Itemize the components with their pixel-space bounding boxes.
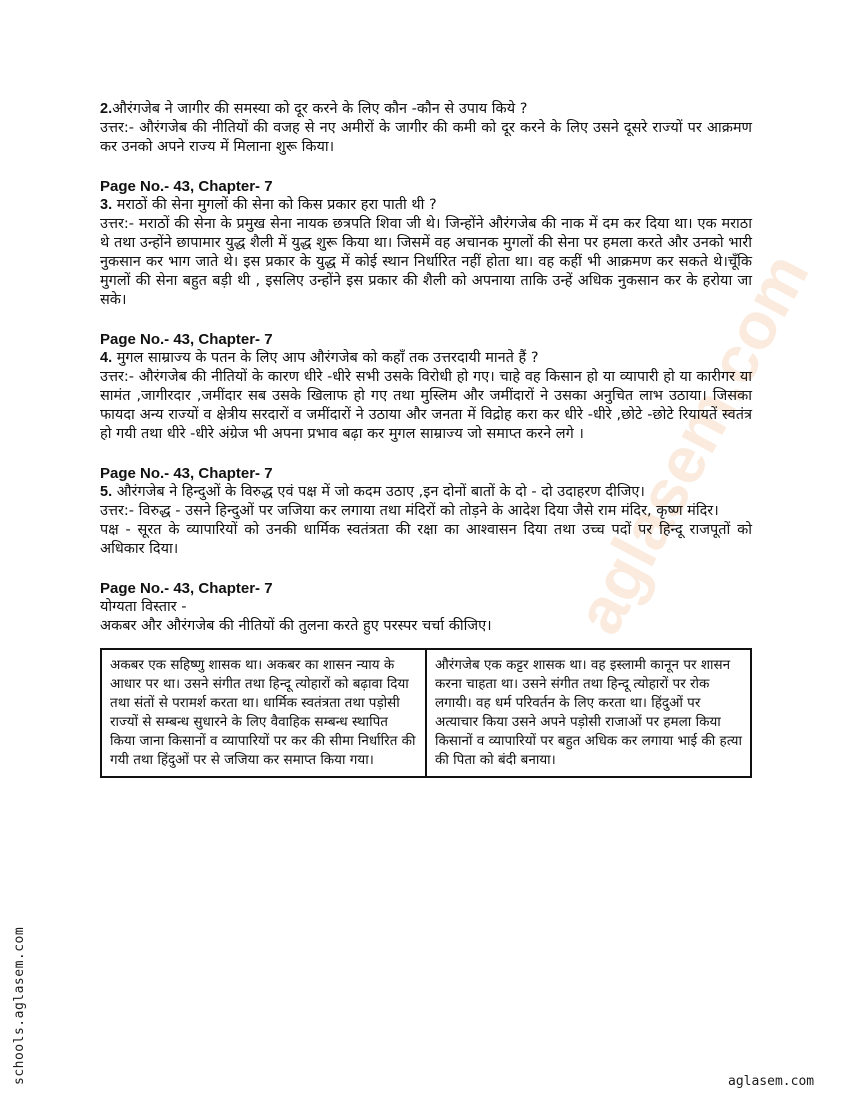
question-text: औरंगजेब ने जागीर की समस्या को दूर करने के लिए कौन -कौन से उपाय किये ?: [112, 101, 528, 117]
page-reference: Page No.- 43, Chapter- 7: [100, 331, 273, 348]
question-2-block: [100, 100, 752, 157]
question-4-block: [100, 330, 752, 444]
extension-block: [100, 579, 752, 778]
question-5-block: [100, 464, 752, 559]
extension-title: योग्यता विस्तार -: [100, 599, 187, 615]
question-number: 3.: [100, 197, 113, 213]
akbar-cell: अकबर एक सहिष्णु शासक था। अकबर का शासन न्याय के आधार पर था। उसने संगीत तथा हिन्दू त्योहारों को बढ़ावा दिया तथा संतों से परामर्श करता था। धार्मिक स्वतंत्रता तथा पड़ोसी राज्यों से सम्बन्ध सुधारने के लिए वैवाहिक सम्बन्ध स्थापित किया जाना किसानों व व्यापारियों पर कर की सीमा निर्धारित की गयी तथा हिंदुओं पर से जजिया कर समाप्त किया गया।: [101, 649, 426, 777]
question-4: [100, 349, 752, 368]
question-2: [100, 100, 752, 119]
footer-site-text: aglasem.com: [728, 1074, 815, 1089]
page-reference: Page No.- 43, Chapter- 7: [100, 580, 273, 597]
document-page: [100, 100, 752, 798]
question-number: 2.: [100, 101, 113, 117]
answer-5-against: उत्तर:- विरुद्ध - उसने हिन्दुओं पर जजिया कर लगाया तथा मंदिरों को तोड़ने के आदेश दिया जैसे राम मंदिर, कृष्ण मंदिर।: [100, 503, 719, 519]
question-5: [100, 483, 752, 502]
question-3-block: [100, 177, 752, 310]
page-reference: Page No.- 43, Chapter- 7: [100, 465, 273, 482]
question-number: 4.: [100, 350, 113, 366]
question-number: 5.: [100, 484, 113, 500]
answer-2: उत्तर:- औरंगजेब की नीतियों की वजह से नए अमीरों के जागीर की कमी को दूर करने के लिए उसने दूसरे राज्यों पर आक्रमण कर उनको अपने राज्य में मिलाना शुरू किया।: [100, 120, 752, 155]
table-row: [101, 649, 751, 777]
extension-prompt: अकबर और औरंगजेब की नीतियों की तुलना करते हुए परस्पर चर्चा कीजिए।: [100, 618, 492, 634]
question-text: मराठों की सेना मुगलों की सेना को किस प्रकार हरा पाती थी ?: [112, 197, 437, 213]
question-3: [100, 196, 752, 215]
page-reference: Page No.- 43, Chapter- 7: [100, 178, 273, 195]
question-text: मुगल साम्राज्य के पतन के लिए आप औरंगजेब को कहाँ तक उत्तरदायी मानते हैं ?: [112, 350, 539, 366]
side-watermark-text: schools.aglasem.com: [12, 926, 27, 1085]
question-text: औरंगजेब ने हिन्दुओं के विरुद्ध एवं पक्ष में जो कदम उठाए ,इन दोनों बातों के दो - दो उदाहरण दीजिए।: [112, 484, 645, 500]
answer-3: उत्तर:- मराठों की सेना के प्रमुख सेना नायक छत्रपति शिवा जी थे। जिन्होंने औरंगजेब की नाक में दम कर दिया था। एक मराठा थे तथा उन्होंने छापामार युद्ध शैली में युद्ध शुरू किया था। जिसमें वह अचानक मुगलों की सेना पर हमला करते और उनको भारी नुकसान कर भाग जाते थे। इस प्रकार के युद्ध में कोई स्थान निर्धारित नहीं होता था। वह कहीं भी आक्रमण कर सकते थे।चूँकि मुगलों की सेना बहुत बड़ी थी , इसलिए उन्होंने इस प्रकार की शैली को अपनाया ताकि उन्हें अधिक नुकसान कर के हरोया जा सके।: [100, 216, 752, 308]
answer-4: उत्तर:- औरंगजेब की नीतियों के कारण धीरे -धीरे सभी उसके विरोधी हो गए। चाहे वह किसान हो या व्यापारी हो या कारीगर या सामंत ,जागीरदार ,जमींदार सब उसके खिलाफ हो गए तथा मुस्लिम और जमींदारों ने उसका अनुचित लाभ उठाया। जिसका फायदा अन्य राज्यों व क्षेत्रीय सरदारों व जमींदारों ने उठाया और जनता में विद्रोह करा कर धीरे -धीरे ,छोटे -छोटे रियायतें स्वतंत्र हो गयी तथा धीरे -धीरे अंग्रेज भी अपना प्रभाव बढ़ा कर मुगल साम्राज्य जो समाप्त करने लगे ।: [100, 369, 752, 442]
aurangzeb-cell: औरंगजेब एक कट्टर शासक था। वह इस्लामी कानून पर शासन करना चाहता था। उसने संगीत तथा हिन्दू त्योहारों पर रोक लगायी। वह धर्म परिवर्तन के लिए करता था। हिंदुओं पर अत्याचार किया उसने अपने पड़ोसी राजाओं पर हमला किया किसानों व व्यापारियों पर बहुत अधिक कर लगाया भाई की हत्या की पिता को बंदी बनाया।: [426, 649, 751, 777]
comparison-table: [100, 648, 752, 778]
watermark: aglasem.com: [560, 241, 823, 646]
answer-5-favor: पक्ष - सूरत के व्यापारियों को उनकी धार्मिक स्वतंत्रता की रक्षा का आश्वासन दिया तथा उच्च पदों पर हिन्दू राजपूतों को अधिकार दिया।: [100, 522, 752, 557]
